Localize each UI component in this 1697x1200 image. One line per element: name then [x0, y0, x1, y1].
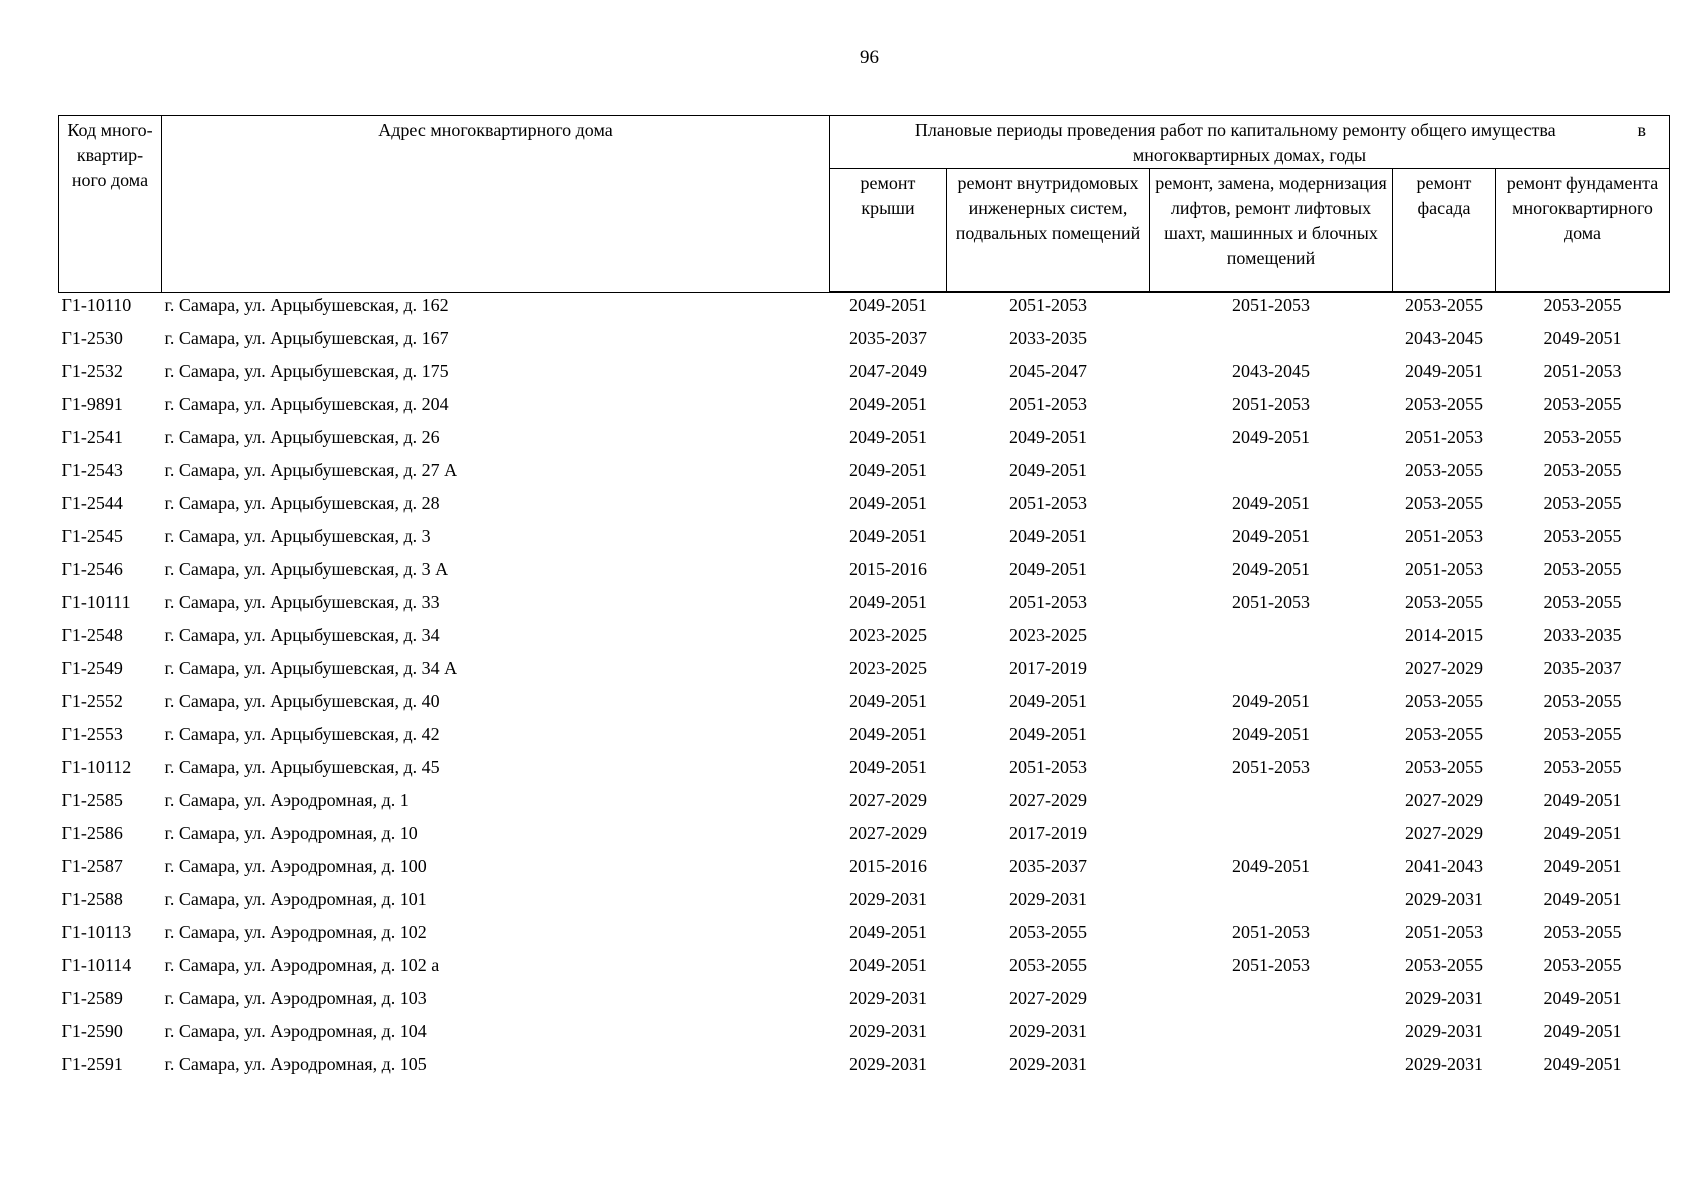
- engineering-systems-period: 2033-2035: [1009, 328, 1087, 348]
- roof-repair-period: 2023-2025: [849, 658, 927, 678]
- house-code: Г1-10111: [61, 592, 131, 612]
- facade-repair-period: 2014-2015: [1405, 625, 1483, 645]
- facade-repair-period: 2053-2055: [1405, 724, 1483, 744]
- house-address: г. Самара, ул. Аэродромная, д. 104: [164, 1021, 427, 1041]
- roof-repair-period: 2049-2051: [849, 295, 927, 315]
- elevator-repair-period: [1150, 887, 1393, 920]
- foundation-repair-period: 2053-2055: [1543, 526, 1622, 546]
- roof-repair-period: 2049-2051: [849, 427, 927, 447]
- elevator-repair-period: 2049-2051: [1232, 526, 1310, 546]
- house-code: Г1-10113: [61, 922, 132, 942]
- house-address: г. Самара, ул. Арцыбушевская, д. 42: [164, 724, 440, 744]
- elevator-repair-period: 2051-2053: [1232, 295, 1310, 315]
- house-code: Г1-2585: [61, 790, 123, 810]
- house-address: г. Самара, ул. Арцыбушевская, д. 40: [164, 691, 440, 711]
- roof-repair-period: 2029-2031: [849, 889, 927, 909]
- engineering-systems-period: 2051-2053: [1009, 592, 1087, 612]
- table-row: [59, 1052, 1670, 1085]
- foundation-repair-period: 2053-2055: [1543, 592, 1622, 612]
- facade-repair-period: 2051-2053: [1405, 526, 1483, 546]
- roof-repair-period: 2049-2051: [849, 922, 927, 942]
- engineering-systems-period: 2049-2051: [1009, 724, 1087, 744]
- elevator-repair-period: 2043-2045: [1232, 361, 1310, 381]
- table-row: [59, 689, 1670, 722]
- house-code: Г1-2589: [61, 988, 123, 1008]
- page-number: 96: [860, 47, 879, 68]
- header-elevator-repair: ремонт, замена, модернизация лифтов, ремонт лифтовых шахт, машинных и блочных помещений: [1150, 169, 1393, 293]
- engineering-systems-period: 2049-2051: [1009, 460, 1087, 480]
- engineering-systems-period: 2053-2055: [1009, 955, 1087, 975]
- engineering-systems-period: 2049-2051: [1009, 691, 1087, 711]
- facade-repair-period: 2029-2031: [1405, 988, 1483, 1008]
- facade-repair-period: 2053-2055: [1405, 691, 1483, 711]
- engineering-systems-period: 2023-2025: [1009, 625, 1087, 645]
- elevator-repair-period: 2049-2051: [1232, 493, 1310, 513]
- roof-repair-period: 2049-2051: [849, 460, 927, 480]
- roof-repair-period: 2049-2051: [849, 394, 927, 414]
- elevator-repair-period: 2049-2051: [1232, 427, 1310, 447]
- header-planned-periods-line1: Плановые периоды проведения работ по капитальному ремонту общего имущества: [914, 120, 1556, 140]
- facade-repair-period: 2027-2029: [1405, 823, 1483, 843]
- roof-repair-period: 2029-2031: [849, 1054, 927, 1074]
- header-facade-repair: ремонт фасада: [1393, 169, 1496, 293]
- foundation-repair-period: 2049-2051: [1543, 1054, 1622, 1074]
- table-row: [59, 425, 1670, 458]
- facade-repair-period: 2029-2031: [1405, 1054, 1483, 1074]
- elevator-repair-period: 2051-2053: [1232, 757, 1310, 777]
- roof-repair-period: 2035-2037: [849, 328, 927, 348]
- table-body: [59, 292, 1670, 1085]
- table-row: [59, 458, 1670, 491]
- house-address: г. Самара, ул. Арцыбушевская, д. 28: [164, 493, 440, 513]
- foundation-repair-period: 2053-2055: [1543, 295, 1622, 315]
- house-code: Г1-2588: [61, 889, 123, 909]
- header-planned-periods: [830, 116, 1670, 169]
- table-header: [59, 116, 1670, 293]
- house-code: Г1-2548: [61, 625, 123, 645]
- roof-repair-period: 2049-2051: [849, 724, 927, 744]
- elevator-repair-period: [1150, 788, 1393, 821]
- header-foundation-repair: ремонт фундамента многоквартирного дома: [1496, 169, 1670, 293]
- roof-repair-period: 2049-2051: [849, 955, 927, 975]
- house-code: Г1-2591: [61, 1054, 123, 1074]
- house-code: Г1-2545: [61, 526, 123, 546]
- facade-repair-period: 2049-2051: [1405, 361, 1483, 381]
- engineering-systems-period: 2049-2051: [1009, 427, 1087, 447]
- elevator-repair-period: 2051-2053: [1232, 592, 1310, 612]
- roof-repair-period: 2049-2051: [849, 526, 927, 546]
- house-code: Г1-2541: [61, 427, 123, 447]
- foundation-repair-period: 2049-2051: [1543, 823, 1622, 843]
- house-address: г. Самара, ул. Аэродромная, д. 1: [164, 790, 409, 810]
- engineering-systems-period: 2049-2051: [1009, 559, 1087, 579]
- table-row: [59, 557, 1670, 590]
- roof-repair-period: 2015-2016: [849, 856, 927, 876]
- table-row: [59, 821, 1670, 854]
- table-row: [59, 920, 1670, 953]
- house-address: г. Самара, ул. Арцыбушевская, д. 27 А: [164, 460, 458, 480]
- table-row: [59, 590, 1670, 623]
- house-code: Г1-2549: [61, 658, 123, 678]
- engineering-systems-period: 2049-2051: [1009, 526, 1087, 546]
- facade-repair-period: 2051-2053: [1405, 427, 1483, 447]
- roof-repair-period: 2029-2031: [849, 988, 927, 1008]
- header-code: Код много-квартир-ного дома: [59, 116, 162, 293]
- table-row: [59, 722, 1670, 755]
- house-code: Г1-2530: [61, 328, 123, 348]
- facade-repair-period: 2053-2055: [1405, 955, 1483, 975]
- header-planned-periods-line2: многоквартирных домах, годы: [1132, 145, 1367, 165]
- house-address: г. Самара, ул. Аэродромная, д. 10: [164, 823, 418, 843]
- house-address: г. Самара, ул. Аэродромная, д. 102 а: [164, 955, 440, 975]
- foundation-repair-period: 2049-2051: [1543, 328, 1622, 348]
- facade-repair-period: 2053-2055: [1405, 592, 1483, 612]
- engineering-systems-period: 2051-2053: [1009, 757, 1087, 777]
- roof-repair-period: 2049-2051: [849, 757, 927, 777]
- foundation-repair-period: 2049-2051: [1543, 889, 1622, 909]
- house-address: г. Самара, ул. Арцыбушевская, д. 34 А: [164, 658, 458, 678]
- facade-repair-period: 2053-2055: [1405, 460, 1483, 480]
- roof-repair-period: 2049-2051: [849, 691, 927, 711]
- engineering-systems-period: 2017-2019: [1009, 823, 1087, 843]
- house-address: г. Самара, ул. Арцыбушевская, д. 3 А: [164, 559, 449, 579]
- engineering-systems-period: 2029-2031: [1009, 1021, 1087, 1041]
- house-code: Г1-2552: [61, 691, 123, 711]
- roof-repair-period: 2027-2029: [849, 823, 927, 843]
- facade-repair-period: 2051-2053: [1405, 559, 1483, 579]
- house-code: Г1-10112: [61, 757, 132, 777]
- house-address: г. Самара, ул. Аэродромная, д. 105: [164, 1054, 427, 1074]
- foundation-repair-period: 2053-2055: [1543, 493, 1622, 513]
- roof-repair-period: 2049-2051: [849, 493, 927, 513]
- elevator-repair-period: 2049-2051: [1232, 691, 1310, 711]
- table-row: [59, 623, 1670, 656]
- roof-repair-period: 2023-2025: [849, 625, 927, 645]
- table-row: [59, 854, 1670, 887]
- engineering-systems-period: 2035-2037: [1009, 856, 1087, 876]
- facade-repair-period: 2041-2043: [1405, 856, 1483, 876]
- header-roof-repair: ремонт крыши: [830, 169, 947, 293]
- roof-repair-period: 2015-2016: [849, 559, 927, 579]
- table-row: [59, 656, 1670, 689]
- foundation-repair-period: 2053-2055: [1543, 559, 1622, 579]
- house-address: г. Самара, ул. Аэродромная, д. 101: [164, 889, 427, 909]
- foundation-repair-period: 2049-2051: [1543, 988, 1622, 1008]
- foundation-repair-period: 2053-2055: [1543, 922, 1622, 942]
- engineering-systems-period: 2027-2029: [1009, 988, 1087, 1008]
- table-row: [59, 359, 1670, 392]
- house-code: Г1-10110: [61, 294, 132, 315]
- foundation-repair-period: 2053-2055: [1543, 724, 1622, 744]
- header-planned-periods-tail: в: [1637, 120, 1646, 140]
- house-code: Г1-2544: [61, 493, 123, 513]
- elevator-repair-period: [1150, 1052, 1393, 1085]
- house-code: Г1-2553: [61, 724, 123, 744]
- table-row: [59, 326, 1670, 359]
- table-row: [59, 755, 1670, 788]
- repair-schedule-table: [58, 115, 1670, 1085]
- engineering-systems-period: 2029-2031: [1009, 1054, 1087, 1074]
- engineering-systems-period: 2053-2055: [1009, 922, 1087, 942]
- engineering-systems-period: 2051-2053: [1009, 493, 1087, 513]
- table-row: [59, 491, 1670, 524]
- facade-repair-period: 2051-2053: [1405, 922, 1483, 942]
- header-address: Адрес многоквартирного дома: [162, 116, 830, 293]
- foundation-repair-period: 2053-2055: [1543, 460, 1622, 480]
- foundation-repair-period: 2051-2053: [1543, 361, 1622, 381]
- facade-repair-period: 2029-2031: [1405, 1021, 1483, 1041]
- header-engineering-systems-repair: ремонт внутридомовых инженерных систем, подвальных помещений: [947, 169, 1150, 293]
- foundation-repair-period: 2049-2051: [1543, 790, 1622, 810]
- elevator-repair-period: 2049-2051: [1232, 724, 1310, 744]
- engineering-systems-period: 2017-2019: [1009, 658, 1087, 678]
- house-code: Г1-2590: [61, 1021, 123, 1041]
- house-address: г. Самара, ул. Арцыбушевская, д. 34: [164, 625, 440, 645]
- foundation-repair-period: 2053-2055: [1543, 394, 1622, 414]
- foundation-repair-period: 2049-2051: [1543, 856, 1622, 876]
- table-row: [59, 292, 1670, 326]
- facade-repair-period: 2053-2055: [1405, 493, 1483, 513]
- house-address: г. Самара, ул. Арцыбушевская, д. 3: [164, 526, 431, 546]
- house-code: Г1-2586: [61, 823, 123, 843]
- elevator-repair-period: [1150, 986, 1393, 1019]
- house-address: г. Самара, ул. Аэродромная, д. 100: [164, 856, 427, 876]
- facade-repair-period: 2053-2055: [1405, 757, 1483, 777]
- house-address: г. Самара, ул. Аэродромная, д. 102: [164, 922, 427, 942]
- table-row: [59, 1019, 1670, 1052]
- facade-repair-period: 2043-2045: [1405, 328, 1483, 348]
- house-address: г. Самара, ул. Арцыбушевская, д. 175: [164, 361, 449, 381]
- roof-repair-period: 2049-2051: [849, 592, 927, 612]
- elevator-repair-period: [1150, 458, 1393, 491]
- facade-repair-period: 2027-2029: [1405, 790, 1483, 810]
- table-row: [59, 986, 1670, 1019]
- table-row: [59, 953, 1670, 986]
- foundation-repair-period: 2033-2035: [1543, 625, 1622, 645]
- elevator-repair-period: 2049-2051: [1232, 856, 1310, 876]
- foundation-repair-period: 2053-2055: [1543, 691, 1622, 711]
- engineering-systems-period: 2051-2053: [1009, 295, 1087, 315]
- house-code: Г1-2546: [61, 559, 123, 579]
- facade-repair-period: 2029-2031: [1405, 889, 1483, 909]
- elevator-repair-period: [1150, 656, 1393, 689]
- elevator-repair-period: [1150, 326, 1393, 359]
- table-row: [59, 887, 1670, 920]
- house-address: г. Самара, ул. Аэродромная, д. 103: [164, 988, 427, 1008]
- house-address: г. Самара, ул. Арцыбушевская, д. 26: [164, 427, 440, 447]
- house-code: Г1-2532: [61, 361, 123, 381]
- elevator-repair-period: 2051-2053: [1232, 394, 1310, 414]
- foundation-repair-period: 2049-2051: [1543, 1021, 1622, 1041]
- engineering-systems-period: 2051-2053: [1009, 394, 1087, 414]
- facade-repair-period: 2027-2029: [1405, 658, 1483, 678]
- house-code: Г1-10114: [61, 955, 132, 975]
- foundation-repair-period: 2053-2055: [1543, 427, 1622, 447]
- roof-repair-period: 2027-2029: [849, 790, 927, 810]
- house-address: г. Самара, ул. Арцыбушевская, д. 45: [164, 757, 440, 777]
- house-code: Г1-9891: [61, 394, 123, 414]
- table-row: [59, 524, 1670, 557]
- foundation-repair-period: 2053-2055: [1543, 757, 1622, 777]
- roof-repair-period: 2047-2049: [849, 361, 927, 381]
- elevator-repair-period: 2051-2053: [1232, 955, 1310, 975]
- elevator-repair-period: [1150, 821, 1393, 854]
- foundation-repair-period: 2053-2055: [1543, 955, 1622, 975]
- house-code: Г1-2587: [61, 856, 123, 876]
- elevator-repair-period: [1150, 623, 1393, 656]
- table-row: [59, 788, 1670, 821]
- elevator-repair-period: 2049-2051: [1232, 559, 1310, 579]
- roof-repair-period: 2029-2031: [849, 1021, 927, 1041]
- engineering-systems-period: 2045-2047: [1009, 361, 1087, 381]
- foundation-repair-period: 2035-2037: [1543, 658, 1622, 678]
- elevator-repair-period: 2051-2053: [1232, 922, 1310, 942]
- house-code: Г1-2543: [61, 460, 123, 480]
- house-address: г. Самара, ул. Арцыбушевская, д. 33: [164, 592, 440, 612]
- house-address: г. Самара, ул. Арцыбушевская, д. 167: [164, 328, 449, 348]
- facade-repair-period: 2053-2055: [1405, 394, 1483, 414]
- table-row: [59, 392, 1670, 425]
- engineering-systems-period: 2029-2031: [1009, 889, 1087, 909]
- facade-repair-period: 2053-2055: [1405, 295, 1483, 315]
- house-address: г. Самара, ул. Арцыбушевская, д. 162: [164, 294, 449, 315]
- elevator-repair-period: [1150, 1019, 1393, 1052]
- engineering-systems-period: 2027-2029: [1009, 790, 1087, 810]
- house-address: г. Самара, ул. Арцыбушевская, д. 204: [164, 394, 449, 414]
